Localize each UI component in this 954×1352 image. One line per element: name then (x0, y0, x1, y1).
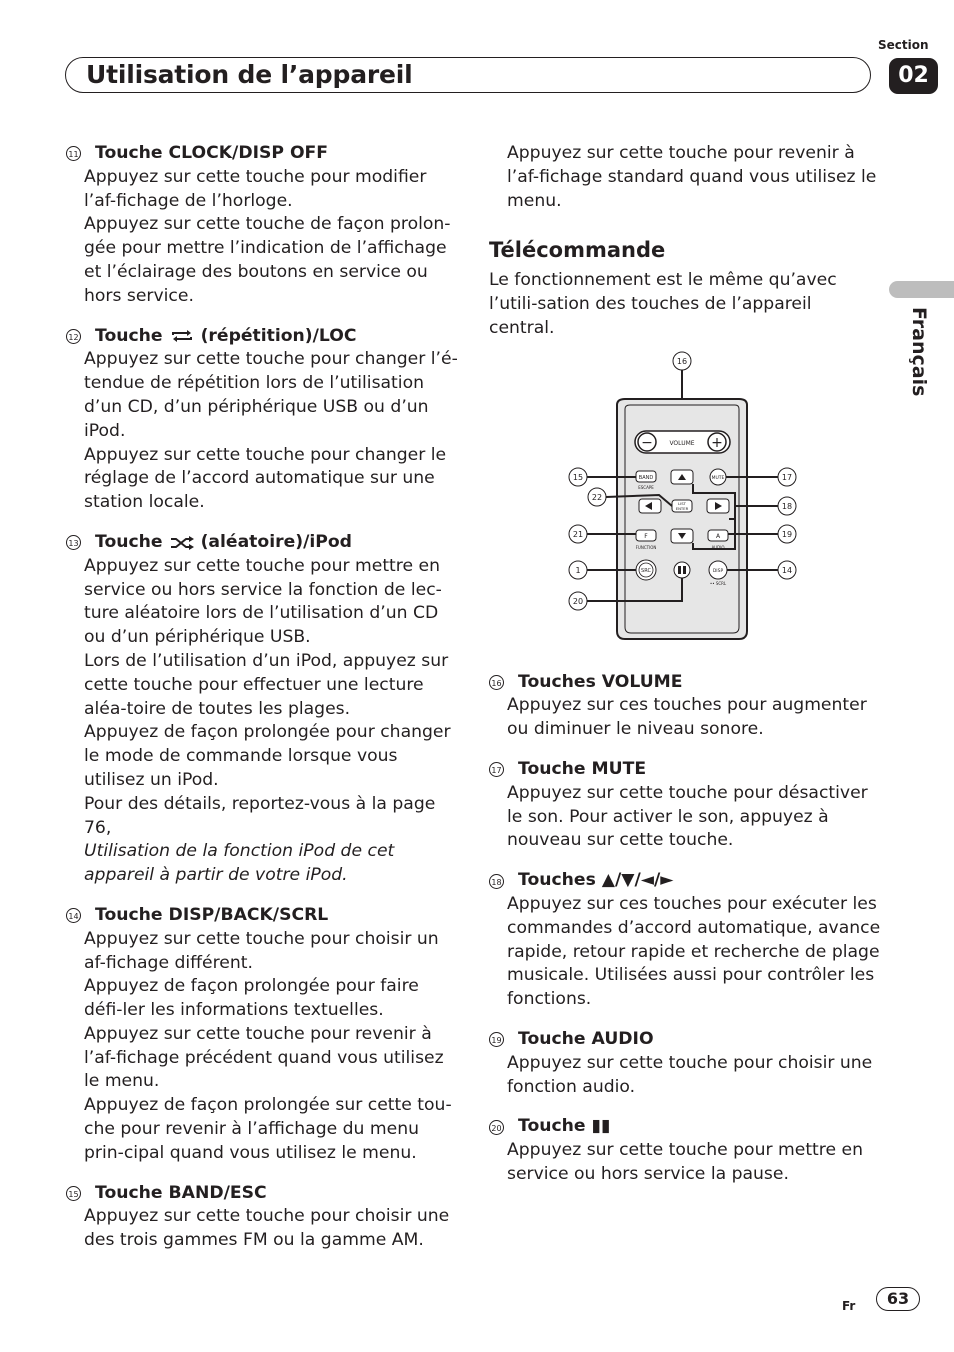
item-reference: Utilisation de la fonction iPod de cet appareil à partir de votre iPod. (84, 841, 395, 886)
item-title: Touche CLOCK/DISP OFF (95, 143, 329, 163)
section-heading: Télécommande (489, 238, 666, 263)
item-paragraph: Appuyez sur cette touche pour mettre en service ou hors service la fonction de lec-ture aléatoire lors de l’utilisation d’un CD ou d’un périphérique USB. (84, 555, 442, 648)
item-number: 13 (66, 535, 81, 550)
item-title-suffix: (répétition)/LOC (200, 325, 357, 346)
item-17 (489, 758, 881, 853)
svg-text:BAND: BAND (638, 474, 654, 481)
svg-text:LIST: LIST (678, 500, 686, 506)
item-title: Touche DISP/BACK/SCRL (95, 904, 329, 925)
item-paragraph: Appuyez sur cette touche pour mettre en service ou hors service la pause. (507, 1140, 863, 1184)
item-paragraph: Appuyez de façon prolongée pour faire défi-ler les informations textuelles. (84, 976, 419, 1021)
item-title: Touches VOLUME (518, 671, 683, 692)
item-title-suffix: (aléatoire)/iPod (200, 531, 352, 552)
item-number: 15 (66, 1186, 81, 1201)
item-19 (489, 1028, 881, 1099)
svg-text:SRC: SRC (641, 567, 651, 574)
page-title: Utilisation de l’appareil (86, 60, 413, 89)
item-title: Touche (95, 531, 163, 552)
svg-text:DISP: DISP (712, 568, 724, 574)
section-text: Le fonctionnement est le même qu’avec l’utili-sation des touches de l’appareil central. (489, 270, 837, 338)
chapter-title-frame (65, 57, 871, 93)
item-number: 19 (489, 1032, 504, 1047)
right-column (489, 142, 881, 1203)
svg-text:22: 22 (591, 492, 603, 502)
item-paragraph: Appuyez sur cette touche pour choisir une fonction audio. (507, 1052, 873, 1097)
item-14 (66, 904, 458, 1166)
svg-text:VOLUME: VOLUME (669, 439, 695, 447)
item-number: 20 (489, 1120, 504, 1135)
item-16 (489, 671, 881, 742)
item-paragraph: Pour des détails, reportez-vous à la page 76, (84, 793, 436, 838)
item-title: Touche (95, 325, 163, 346)
item-paragraph: Appuyez de façon prolongée pour changer le mode de commande lorsque vous utilisez un iPod. (84, 722, 451, 790)
item-paragraph: Appuyez sur cette touche pour revenir à l’af-fichage précédent quand vous utilisez le menu. (84, 1023, 444, 1092)
item-title: Touche AUDIO (518, 1028, 654, 1049)
section-number-badge: 02 (889, 58, 938, 94)
item-paragraph: Appuyez sur ces touches pour exécuter les commandes d’accord automatique, avance rapide, retour rapide et recherche de plage musicale. Utilisées aussi pour contrôler les fonctions. (507, 893, 881, 1010)
item-title: Touche BAND/ESC (95, 1182, 267, 1203)
item-number: 14 (66, 908, 81, 923)
item-paragraph: Appuyez de façon prolongée sur cette tou-che pour revenir à l’affichage du menu prin-cipal quand vous utilisez le menu. (84, 1095, 452, 1163)
item-paragraph: Appuyez sur cette touche pour choisir un af-fichage différent. (84, 928, 439, 973)
item-11 (66, 142, 458, 309)
pause-button (674, 562, 690, 578)
repeat-icon (169, 329, 195, 343)
item-paragraph: Appuyez sur cette touche de façon prolon-gée pour mettre l’indication de l’affichage et l’éclairage des boutons en service ou hors service. (84, 214, 451, 306)
item-number: 11 (66, 146, 81, 161)
item-13 (66, 531, 458, 888)
item-title: Touche MUTE (518, 758, 647, 779)
intro-paragraph: Appuyez sur cette touche pour revenir à l’af-fichage standard quand vous utilisez le menu. (507, 143, 877, 211)
remote-illustration (489, 347, 881, 657)
item-paragraph: Appuyez sur cette touche pour désactiver le son. Pour activer le son, appuyez à nouveau sur cette touche. (507, 782, 868, 851)
svg-text:20: 20 (572, 596, 584, 606)
svg-text:17: 17 (781, 472, 793, 482)
item-number: 17 (489, 762, 504, 777)
left-column (66, 142, 458, 1269)
svg-text:F: F (644, 532, 648, 540)
svg-text:ESCAPE: ESCAPE (638, 484, 654, 490)
item-paragraph: Appuyez sur cette touche pour modifier l’af-fichage de l’horloge. (84, 166, 427, 211)
svg-text:•• SCRL: •• SCRL (709, 580, 727, 586)
svg-text:+: + (711, 434, 723, 451)
item-title: Touche ▮▮ (518, 1116, 611, 1137)
item-number: 18 (489, 874, 504, 889)
svg-text:MUTE: MUTE (711, 475, 725, 481)
item-number: 16 (489, 675, 504, 690)
svg-text:AUDIO: AUDIO (711, 544, 725, 550)
item-paragraph: Appuyez sur cette touche pour changer le réglage de l’accord automatique sur une station locale. (84, 444, 447, 513)
svg-text:15: 15 (572, 472, 584, 482)
svg-text:A: A (715, 532, 721, 540)
item-18 (489, 869, 881, 1012)
remote-control-diagram (489, 347, 881, 657)
svg-text:ENTER: ENTER (675, 505, 689, 511)
svg-text:19: 19 (781, 529, 793, 539)
svg-text:−: − (641, 434, 653, 451)
page-number: 63 (876, 1287, 920, 1311)
footer-language: Fr (842, 1299, 856, 1313)
svg-text:18: 18 (781, 501, 793, 511)
item-number: 12 (66, 329, 81, 344)
language-label: Français (908, 307, 930, 397)
svg-text:FUNCTION: FUNCTION (635, 544, 657, 550)
svg-text:1: 1 (575, 565, 581, 575)
item-paragraph: Appuyez sur cette touche pour changer l’é-tendue de répétition lors de l’utilisation d’un CD, d’un périphérique USB ou d’un iPod. (84, 349, 458, 441)
callout-16-label: 16 (676, 356, 688, 366)
language-tab (889, 281, 954, 298)
item-12 (66, 325, 458, 515)
svg-text:14: 14 (781, 565, 793, 575)
item-paragraph: Lors de l’utilisation d’un iPod, appuyez sur cette touche pour effectuer une lecture aléa-toire de toutes les plages. (84, 650, 449, 719)
section-label: Section (878, 38, 929, 52)
svg-text:21: 21 (572, 529, 584, 539)
shuffle-icon (169, 536, 195, 550)
item-paragraph: Appuyez sur cette touche pour choisir une des trois gammes FM ou la gamme AM. (84, 1206, 450, 1251)
item-20 (489, 1115, 881, 1186)
item-title: Touches ▲/▼/◄/► (518, 870, 674, 891)
item-15 (66, 1182, 458, 1253)
item-paragraph: Appuyez sur ces touches pour augmenter ou diminuer le niveau sonore. (507, 695, 867, 740)
